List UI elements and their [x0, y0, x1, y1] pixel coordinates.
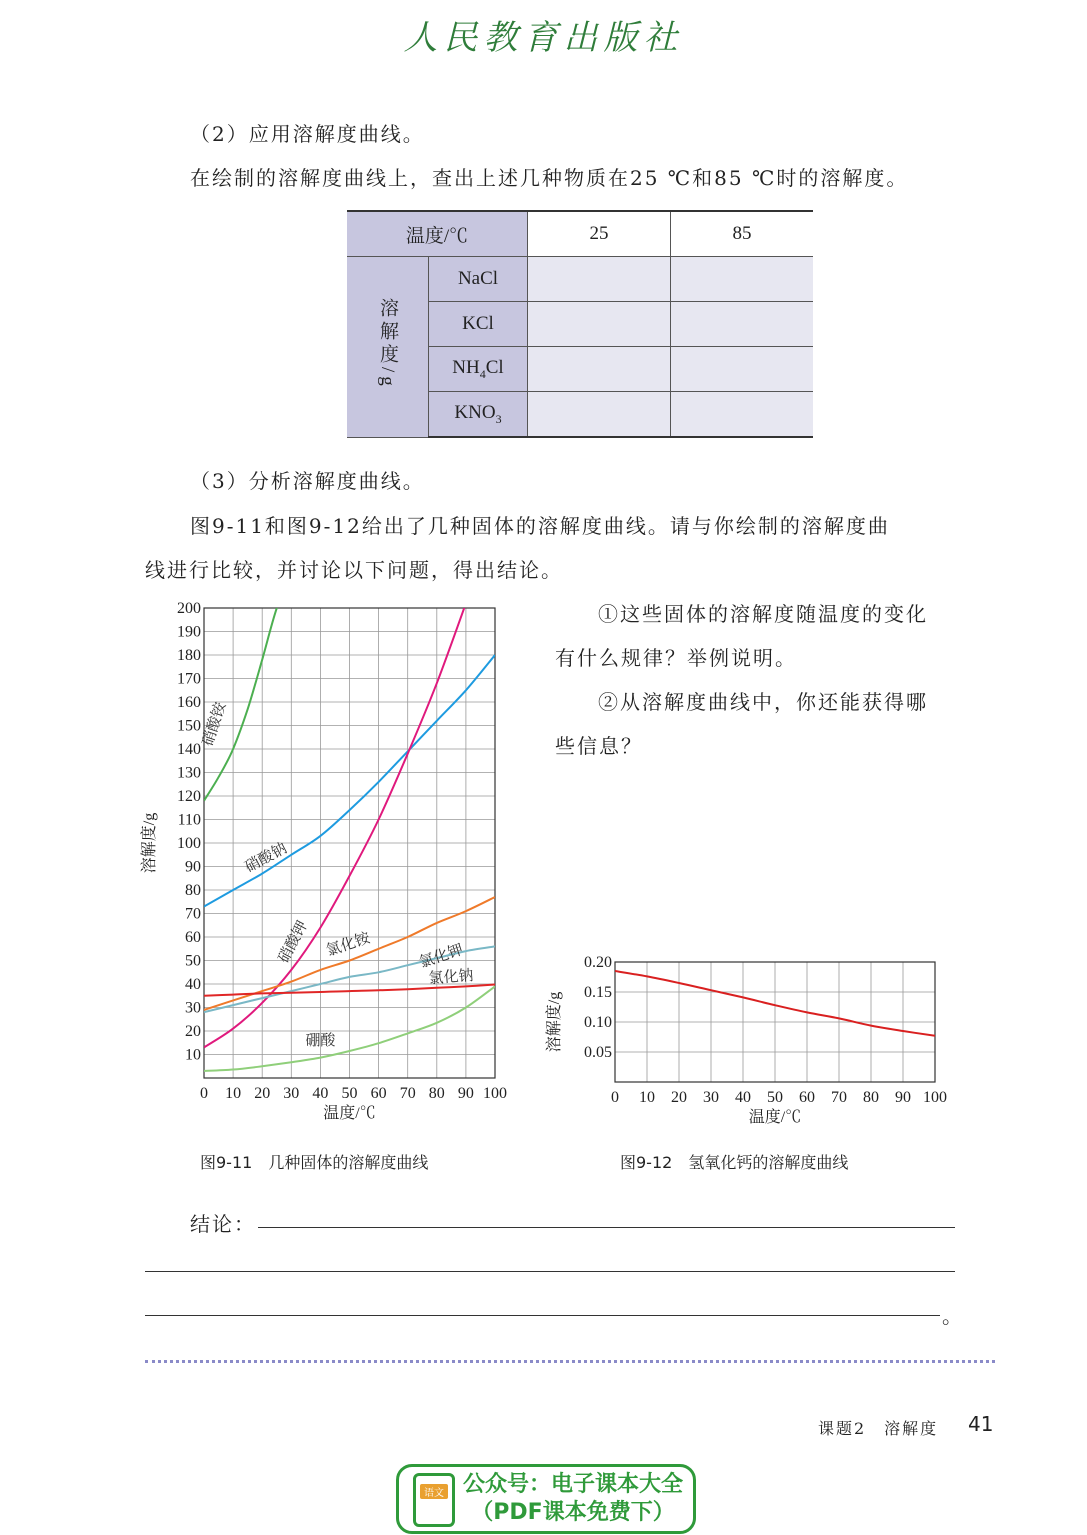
table-cell [528, 392, 671, 438]
y-tick-label: 140 [177, 741, 201, 758]
y-tick-label: 0.10 [584, 1014, 612, 1031]
x-tick-label: 90 [457, 1085, 474, 1102]
y-tick-label: 160 [177, 694, 201, 711]
y-tick-label: 120 [177, 788, 201, 805]
series-label-4: 氯化钾 [417, 942, 466, 972]
conclusion-end-mark: 。 [942, 1304, 964, 1328]
y-tick-label: 130 [177, 764, 201, 782]
y-tick-label: 100 [177, 835, 201, 852]
question1-line1: ①这些固体的溶解度随温度的变化 [598, 602, 928, 626]
promo-banner[interactable] [396, 1464, 696, 1534]
table-cell [528, 302, 671, 347]
y-tick-label: 0.20 [584, 954, 612, 971]
series-label-1: 硝酸钠 [242, 840, 290, 876]
promo-line2: （PDF课本免费下） [471, 1500, 675, 1525]
page-number: 41 [968, 1412, 994, 1436]
book-icon [413, 1473, 455, 1527]
question1-line2: 有什么规律？举例说明。 [555, 646, 797, 670]
series-line-0 [204, 596, 291, 801]
x-tick-label: 100 [923, 1089, 947, 1106]
y-tick-label: 50 [185, 952, 201, 970]
answer-line[interactable] [145, 1315, 940, 1316]
y-tick-label: 80 [185, 882, 201, 899]
x-tick-label: 0 [611, 1089, 619, 1106]
x-tick-label: 60 [799, 1089, 815, 1106]
table-cell [671, 302, 814, 347]
y-tick-label: 40 [185, 976, 201, 993]
question2-line1: ②从溶解度曲线中，你还能获得哪 [598, 690, 928, 714]
section2-instruction: 在绘制的溶解度曲线上，查出上述几种物质在25 ℃和85 ℃时的溶解度。 [190, 166, 909, 190]
x-axis-label: 温度/℃ [323, 1105, 376, 1122]
conclusion-label: 结论： [190, 1212, 256, 1236]
y-tick-label: 180 [177, 647, 201, 664]
x-tick-label: 0 [200, 1085, 208, 1102]
book-icon-label: 语文 [420, 1484, 448, 1499]
footer-lesson: 课题2 溶解度 [818, 1419, 939, 1438]
series-label-5: 氯化钠 [428, 968, 475, 988]
x-tick-label: 10 [225, 1085, 242, 1102]
y-tick-label: 70 [185, 905, 201, 923]
y-axis-label: 溶解度/g [546, 991, 563, 1053]
table-header-temp: 温度/℃ [347, 211, 528, 257]
substance-kcl: KCl [429, 302, 528, 347]
series-label-6: 硼酸 [305, 1033, 336, 1050]
y-tick-label: 20 [185, 1023, 201, 1040]
y-axis-label: 溶解度/g [141, 812, 158, 874]
section3-para-line1: 图9-11和图9-12给出了几种固体的溶解度曲线。请与你绘制的溶解度曲 [190, 514, 890, 538]
figure-caption-9-12: 图9-12 氢氧化钙的溶解度曲线 [620, 1153, 849, 1172]
y-tick-label: 200 [177, 600, 201, 617]
x-tick-label: 40 [735, 1089, 751, 1106]
answer-line[interactable] [258, 1227, 955, 1228]
series-label-2: 硝酸钾 [275, 918, 312, 966]
y-tick-label: 90 [185, 858, 201, 876]
row-group-label: 溶解度/g [347, 257, 429, 438]
x-tick-label: 100 [483, 1085, 507, 1102]
section3-para-line2: 线进行比较，并讨论以下问题，得出结论。 [145, 558, 563, 582]
x-tick-label: 10 [639, 1089, 655, 1106]
y-tick-label: 110 [177, 811, 201, 829]
x-tick-label: 20 [671, 1089, 687, 1106]
promo-line1: 公众号：电子课本大全 [463, 1472, 684, 1497]
promo-text [463, 1471, 683, 1527]
x-tick-label: 50 [341, 1085, 358, 1102]
answer-line[interactable] [145, 1271, 955, 1272]
publisher-logo: 人民教育出版社 [403, 18, 684, 58]
x-tick-label: 60 [370, 1085, 387, 1102]
question2-line2: 些信息？ [555, 734, 643, 758]
table-cell [671, 257, 814, 302]
series-label-0: 硝酸铵 [200, 700, 230, 749]
x-tick-label: 80 [863, 1089, 879, 1106]
x-tick-label: 70 [831, 1089, 847, 1106]
figure-caption-9-11: 图9-11 几种固体的溶解度曲线 [200, 1153, 429, 1172]
y-tick-label: 0.05 [584, 1044, 612, 1061]
y-tick-label: 150 [177, 717, 201, 735]
table-header-25: 25 [528, 211, 671, 257]
table-cell [528, 347, 671, 392]
y-tick-label: 30 [185, 999, 201, 1017]
section3-heading: （3）分析溶解度曲线。 [190, 469, 425, 493]
series-label-3: 氯化铵 [324, 930, 373, 960]
y-tick-label: 170 [177, 670, 201, 688]
table-cell [671, 392, 814, 438]
x-tick-label: 40 [312, 1085, 329, 1102]
x-tick-label: 90 [895, 1089, 911, 1106]
substance-kno3: $KNO_3$ [429, 392, 528, 438]
section2-heading: （2）应用溶解度曲线。 [190, 122, 425, 146]
section-divider [145, 1360, 995, 1363]
x-tick-label: 70 [399, 1085, 416, 1102]
table-cell [671, 347, 814, 392]
x-tick-label: 50 [767, 1089, 783, 1106]
chart-calcium-hydroxide [545, 950, 955, 1140]
x-tick-label: 80 [428, 1085, 445, 1102]
x-tick-label: 20 [254, 1085, 271, 1102]
x-tick-label: 30 [703, 1089, 719, 1106]
solubility-table [347, 210, 813, 438]
y-tick-label: 60 [185, 929, 201, 946]
table-cell [528, 257, 671, 302]
y-tick-label: 10 [185, 1046, 201, 1064]
y-tick-label: 190 [177, 623, 201, 641]
x-tick-label: 30 [283, 1085, 300, 1102]
substance-nh4cl: $NH_4Cl$ [429, 347, 528, 392]
x-axis-label: 温度/℃ [748, 1109, 802, 1126]
chart-solubility-solids [140, 596, 520, 1136]
y-tick-label: 0.15 [584, 984, 612, 1001]
substance-nacl: NaCl [429, 257, 528, 302]
table-header-85: 85 [671, 211, 814, 257]
